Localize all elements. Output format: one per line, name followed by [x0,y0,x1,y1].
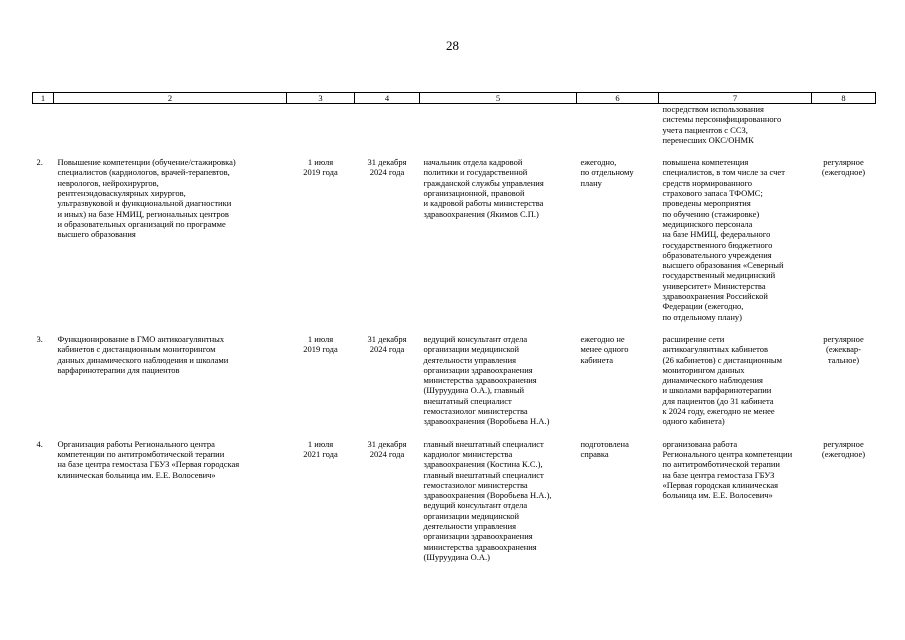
row-number: 2. [36,157,43,168]
continuation-row [33,104,876,146]
header-cell: 6 [577,93,659,104]
table-row [33,439,876,563]
header-cell: 4 [355,93,420,104]
responsible-text: начальник отдела кадровой политики и государственной гражданской службы управления организационной, правовой и кадровой работы министерства здравоохранения (Якимов С.П.) [423,157,544,219]
end-date: 31 декабря 2024 года [367,157,407,178]
result-text: повышена компетенция специалистов, в том числе за счет средств нормированного страхового запаса ТФОМС; проведены мероприятия по обучению (стажировке) медицинского персонала на базе НМИЦ, федерального государственного бюджетного образовательного учреждения высшего образования «Северный государственный медицинский университет» Министерства здравоохранения Российской Федерации (ежегодно, по отдельному плану) [662,157,785,322]
result-text: расширение сети антикоагулянтных кабинетов (26 кабинетов) с дистанционным мониторингом данных динамического наблюдения и школами варфаринотерапии для пациентов (до 31 кабинета к 2024 году, ежегодно не менее одного кабинета) [662,333,782,427]
header-cell: 1 [33,93,54,104]
period-text: ежегодно, по отдельному плану [580,157,634,188]
responsible-text: главный внештатный специалист кардиолог министерства здравоохранения (Костина К.С.), главный внештатный специалист гемостазиолог министерства здравоохранения (Воробьева Н.А.), ведущий консультант отдела организации медицинской деятельности управления организации здравоохранения министерства здравоохранения (Шуруудина О.А.) [423,438,552,562]
responsible-text: ведущий консультант отдела организации медицинской деятельности управления организации здравоохранения министерства здравоохранения (Шуруудина О.А.), главный внештатный специалист гемостазиолог министерства здравоохранения (Воробьева Н.А.) [423,333,550,427]
row-number: 4. [36,438,43,449]
start-date: 1 июля 2019 года [303,157,338,178]
header-cell: 7 [659,93,812,104]
activity-text: Организация работы Регионального центра компетенции по антитромботической терапии на базе центра гемостаза ГБУЗ «Первая городская клиническая больница им. Е.Е. Волосевич» [57,438,240,480]
continued-result-text: посредством использования системы персонифицированного учета пациентов с ССЗ, перенесших ОКС/ОНМК [662,104,782,145]
end-date: 31 декабря 2024 года [367,438,407,459]
period-text: подготовлена справка [580,438,629,459]
result-text: организована работа Регионального центра компетенции по антитромботической терапии на базе центра гемостаза ГБУЗ «Первая городская клиническая больница им. Е.Е. Волосевич» [662,438,793,501]
end-date: 31 декабря 2024 года [367,333,407,355]
header-cell: 2 [54,93,287,104]
row-number: 3. [36,333,43,344]
header-cell: 5 [420,93,577,104]
activity-text: Повышение компетенции (обучение/стажировка) специалистов (кардиологов, врачей-терапевтов, неврологов, нейрохирургов, рентгенэндоваскулярных хирургов, ультразвуковой и функциональной диагностики и иных) на базе НМИЦ, региональных центров и образовательных организаций по программе высшего образования [57,157,236,240]
header-cell: 3 [287,93,355,104]
activity-type: регулярное (ежегодное) [821,438,866,459]
start-date: 1 июля 2019 года [303,333,338,355]
column-number-header [33,93,876,104]
activity-type: регулярное (ежеквар- тальное) [823,333,864,365]
start-date: 1 июля 2021 года [303,438,338,459]
page-number: 28 [446,38,459,53]
header-cell: 8 [812,93,876,104]
action-plan-table [32,92,876,562]
activity-text: Функционирование в ГМО антикоагулянтных кабинетов с дистанционным мониторингом данных динамического наблюдения и школами варфаринотерапии для пациентов [57,333,229,375]
period-text: ежегодно не менее одного кабинета [580,333,629,365]
table-row [33,157,876,322]
table-row [33,334,876,427]
activity-type: регулярное (ежегодное) [821,157,866,178]
